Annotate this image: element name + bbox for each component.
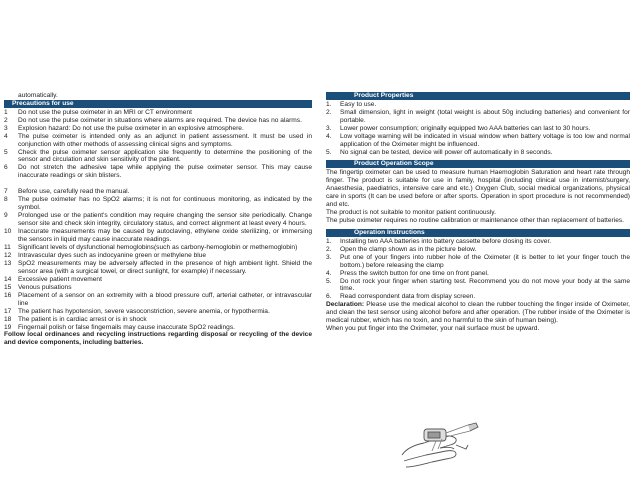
list-item [326,149,630,157]
list-item [4,188,312,196]
list-item [4,196,312,212]
list-item-number: 1. [326,237,332,245]
list-item-text: Check the pulse oximeter sensor application site frequently to determine the positioning of the sensor and circulation and skin sensitivity of the patient. [18,148,312,164]
instructions-heading [326,229,630,237]
list-item-number: 3. [326,253,332,261]
scope-paragraph-1: The fingertip oximeter can be used to measure human Haemoglobin Saturation and heart rate through finger. The product is suitable for use in family, hospital (including clinical use in internist/surgery, Anaesthesia, paediatrics, intensive care and etc.) Oxygen Club, social medical organizations, physical care in sports (It can be used before or after sports. Operation in sport procedure is not recommended) and etc. [326,169,630,209]
properties-heading-label: Product Properties [354,92,414,99]
list-item-number: 18 [4,315,12,323]
list-item-text: The pulse oximeter is intended only as an adjunct in patient assessment. It must be used in conjunction with other methods of assessing clinical signs and symptoms. [18,132,312,148]
list-item-number: 9 [4,212,8,220]
list-item-number: 5. [326,148,332,156]
list-item [4,292,312,308]
list-item-number: 2. [326,245,332,253]
list-item-text: Do not use the pulse oximeter in an MRI or CT environment [18,108,192,116]
list-item-text: Low voltage warning will be indicated in visual window when battery voltage is too low and normal application of the Oximeter might be influenced. [340,132,630,148]
list-item-number: 17 [4,307,12,315]
list-item-number: 15 [4,283,12,291]
list-item-text: The pulse oximeter has no SpO2 alarms; it is not for continuous monitoring, as indicated by the symbol. [18,196,312,212]
list-item [4,308,312,316]
list-item-number: 13 [4,259,12,267]
precautions-list [4,109,312,332]
list-item-number: 1. [326,100,332,108]
list-item-number: 1 [4,108,8,116]
list-item-text: Small dimension, light in weight (total weight is about 50g including batteries) and convenient for portable. [340,108,630,124]
list-item-number: 7 [4,188,8,196]
list-item [4,133,312,149]
list-item-number: 11 [4,244,11,251]
precautions-heading-label: Precautions for use [12,99,74,107]
list-item-number: 19 [4,323,12,331]
list-item [4,244,312,252]
list-item-number: 4. [326,132,332,140]
list-item-text: Installing two AAA batteries into battery cassette before closing its cover. [340,237,552,245]
list-item-text: SpO2 measurements may be adversely affected in the presence of high ambient light. Shield the sensor area (with a surgical towel, or direct sunlight, for example) if necessary. [18,259,312,275]
list-item-text: Easy to use. [340,100,377,108]
left-column [4,92,312,347]
nail-instruction: When you put finger into the Oximeter, your nail surface must be upward. [326,325,540,333]
list-item [4,260,312,276]
list-item [4,109,312,117]
list-item [326,293,630,301]
list-item [4,125,312,133]
list-item-number: 5. [326,277,332,285]
declaration-label: Declaration: [326,301,365,309]
scope-paragraph-2: The product is not suitable to monitor patient continuously. [326,209,496,217]
scope-paragraph-3: The pulse oximeter requires no routine calibration or maintenance other than replacement of batteries. [326,216,624,224]
list-item-number: 10 [4,228,12,236]
list-item-number: 14 [4,275,12,283]
list-item-text: Fingernail polish or false fingernails may cause inaccurate SpO2 readings. [18,323,235,331]
list-item-number: 4. [326,269,332,277]
declaration-text: Please use the medical alcohol to clean the rubber touching the finger inside of Oximeter, and clean the test sensor using alcohol before and after operation. (The rubber inside of the Oximeter is medical rubber, which has no toxin, and no harmful to the skin of human being). [326,301,630,325]
list-item-number: 5 [4,148,8,156]
scope-heading [326,160,630,168]
list-item-text: Before use, carefully read the manual. [18,188,130,196]
list-item-text: Significant levels of dysfunctional hemoglobins(such as carbony-hemoglobin or methemoglobin) [18,244,298,251]
list-item-text: Excessive patient movement [18,275,102,283]
list-item-number: 8 [4,196,8,204]
list-item-number: 6 [4,164,8,172]
list-item-text: Explosion hazard: Do not use the pulse oximeter in an explosive atmosphere. [18,124,244,132]
list-item-number: 4 [4,132,8,140]
list-item-text: Put one of your fingers into rubber hole of the Oximeter (it is better to let your finger touch the bottom.) before releasing the clamp [340,253,630,269]
list-item-text: Prolonged use or the patient's condition may require changing the sensor site periodically. Change sensor site and check skin integrity, circulatory status, and correct alignment at least every 4 hours. [18,212,312,228]
precautions-heading [4,100,312,108]
instructions-heading-label: Operation Instructions [354,228,425,236]
list-item-text: No signal can be tested, device will power off automatically in 8 seconds. [340,148,553,156]
list-item-number: 2 [4,116,8,124]
list-item-number: 3. [326,124,332,132]
list-item [326,278,630,294]
list-item-text: Inaccurate measurements may be caused by autoclaving, ethylene oxide sterilizing, or immersing the sensors in liquid may cause inaccurate readings. [18,228,312,244]
list-item [326,133,630,149]
recycling-notice: Follow local ordinances and recycling instructions regarding disposal or recycling of the device and device components, including batteries. [4,331,312,347]
list-item [326,246,630,254]
list-item-number: 16 [4,291,12,299]
list-item [4,284,312,292]
list-item [326,109,630,125]
list-item-text: Do not use the pulse oximeter in situations where alarms are required. The device has no alarms. [18,116,302,124]
list-item [326,101,630,109]
list-item [4,252,312,260]
instructions-list [326,238,630,302]
list-item-text: Press the switch button for one time on front panel. [340,269,489,277]
list-item-text: Read correspondent data from display screen. [340,293,476,301]
list-item [326,254,630,270]
list-item-text: Do not rock your finger when starting test. Recommend you do not move your body at the same time. [340,277,630,293]
scope-heading-label: Product Operation Scope [354,160,434,168]
list-item-number: 6. [326,293,332,301]
declaration-paragraph [326,301,630,325]
list-item [326,125,630,133]
list-item-number: 3 [4,124,8,132]
properties-list [326,101,630,157]
list-item-text: Placement of a sensor on an extremity with a blood pressure cuff, arterial catheter, or intravascular line [18,291,312,307]
list-item-number: 12 [4,251,12,259]
intro-fragment: automatically. [18,92,58,99]
list-item-text: The patient has hypotension, severe vasoconstriction, severe anemia, or hypothermia. [18,307,270,315]
list-item [4,324,312,332]
list-item [4,149,312,165]
list-item [4,212,312,228]
list-item [4,164,312,180]
list-item-text: Do not stretch the adhesive tape while applying the pulse oximeter sensor. This may cause inaccurate readings or skin blisters. [18,164,312,180]
list-item [326,238,630,246]
right-column [326,92,630,333]
list-item [4,276,312,284]
list-item-text: The patient is in cardiac arrest or is in shock [18,315,147,323]
list-item-text: Intravascular dyes such as indocyanine green or methylene blue [18,251,207,259]
list-item [326,270,630,278]
list-item-number: 2. [326,108,332,116]
list-item [4,228,312,244]
properties-heading [326,92,630,100]
list-item [4,117,312,125]
finger-oximeter-illustration [396,415,486,473]
list-item-text: Venous pulsations [18,283,72,291]
list-item-text: Open the clamp shown as in the picture below. [340,245,477,253]
list-item-text: Lower power consumption; originally equipped two AAA batteries can last to 30 hours. [340,124,591,132]
list-item [4,316,312,324]
